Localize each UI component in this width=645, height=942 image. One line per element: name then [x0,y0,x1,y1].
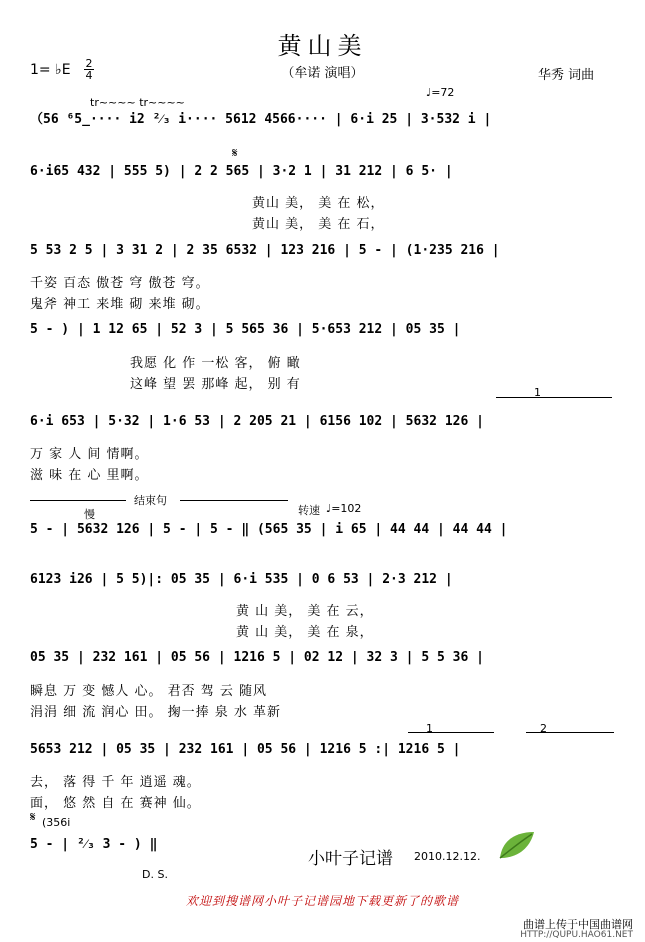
lyric-line-5b: 滋 味 在 心 里啊。 [30,468,149,483]
lyric-line-3b: 鬼斧 神工 来堆 砌 来堆 砌。 [30,297,210,312]
tempo-change-value: ♩=102 [326,502,362,515]
lyric-line-4b: 这峰 望 罢 那峰 起， 别 有 [130,377,301,392]
lyric-line-3a: 千姿 百态 傲苍 穹 傲苍 穹。 [30,276,210,291]
song-title: 黄山美 [277,32,368,60]
volta-bracket-1b [408,732,494,733]
ds-mark: D. S. [142,868,168,881]
lyric-line-7b: 黄 山 美， 美 在 泉， [236,625,374,640]
key-signature: 1= ♭E [30,62,71,78]
lyric-line-2a: 黄山 美， 美 在 松， [252,196,385,211]
tempo-mark: ♩=72 [426,86,455,99]
trill-marks: tr~~~~ tr~~~~ [90,96,185,109]
lyric-line-5a: 万 家 人 间 情啊。 [30,447,149,462]
tempo-change-label: 转速 [298,504,320,517]
meter-bottom: 4 [85,69,93,82]
lyric-line-2b: 黄山 美， 美 在 石， [252,217,385,232]
ending-bracket-left [30,500,126,501]
score-line-7: 6123 i26 | 5 5)|: 05 35 | 6·i 535 | 0 6 53 | 2·3 212 | [30,572,453,587]
segno-sign: 𝄋 [232,146,238,161]
grace-notes: (356i [42,816,71,829]
ending-bracket-right [180,500,288,501]
lyric-line-9b: 面， 悠 然 自 在 赛神 仙。 [30,796,201,811]
lyric-line-4a: 我愿 化 作 一松 客， 俯 瞰 [130,356,301,371]
score-line-8: 05 35 | 232 161 | 05 56 | 1216 5 | 02 12 | 32 3 | 5 5 36 | [30,650,484,665]
slow-label: 慢 [84,508,95,521]
time-signature [84,58,94,81]
ending-label: 结束句 [134,494,167,507]
score-line-2: 6·i65 432 | 555 5) | 2 2 565 | 3·2 1 | 31 212 | 6 5· | [30,164,453,179]
score-line-1: （56 ⁶5̲···· i2 ²⁄₃ i···· 5612 4566···· | 6·i 25 | 3·532 i | [30,112,492,127]
score-line-6: 5 - | 5632 126 | 5 - | 5 - ‖ (565 35 | i 65 | 44 44 | 44 44 | [30,522,508,537]
score-line-9: 5653 212 | 05 35 | 232 161 | 05 56 | 1216 5 :| 1216 5 | [30,742,461,757]
lyric-line-9a: 去， 落 得 千 年 逍遥 魂。 [30,775,201,790]
score-line-4: 5 - ) | 1 12 65 | 52 3 | 5 565 36 | 5·653 212 | 05 35 | [30,322,461,337]
volta-1b-label: 1 [426,722,433,735]
volta-1-label: 1 [534,386,541,399]
song-subtitle: （牟诺 演唱） [281,66,364,81]
composer-credit: 华秀 词曲 [538,68,595,83]
site-label: 曲谱上传于中国曲谱网 [523,918,633,931]
meter-top: 2 [85,57,93,70]
score-line-5: 6·i 653 | 5·32 | 1·6 53 | 2 205 21 | 6156 102 | 5632 126 | [30,414,484,429]
transcriber-signature: 小叶子记谱 [308,849,393,869]
lyric-line-8b: 涓涓 细 流 润心 田。 掬一捧 泉 水 革新 [30,705,282,720]
lyric-line-7a: 黄 山 美， 美 在 云， [236,604,374,619]
score-line-3: 5 53 2 5 | 3 31 2 | 2 35 6532 | 123 216 | 5 - | (1·235 216 | [30,243,500,258]
welcome-banner: 欢迎到搜谱网小叶子记谱园地下载更新了的歌谱 [185,894,459,908]
score-line-10: 5 - | ²⁄₃ 3 - ) ‖ [30,837,158,852]
volta-2-label: 2 [540,722,547,735]
segno-sign-end: 𝄋 [30,810,36,825]
transcription-date: 2010.12.12. [414,850,481,863]
lyric-line-8a: 瞬息 万 变 憾人 心。 君否 驾 云 随风 [30,684,268,699]
site-url: HTTP://QUPU.HAO61.NET [520,930,633,940]
volta-bracket-1 [496,397,612,398]
green-leaf-icon [496,828,536,862]
